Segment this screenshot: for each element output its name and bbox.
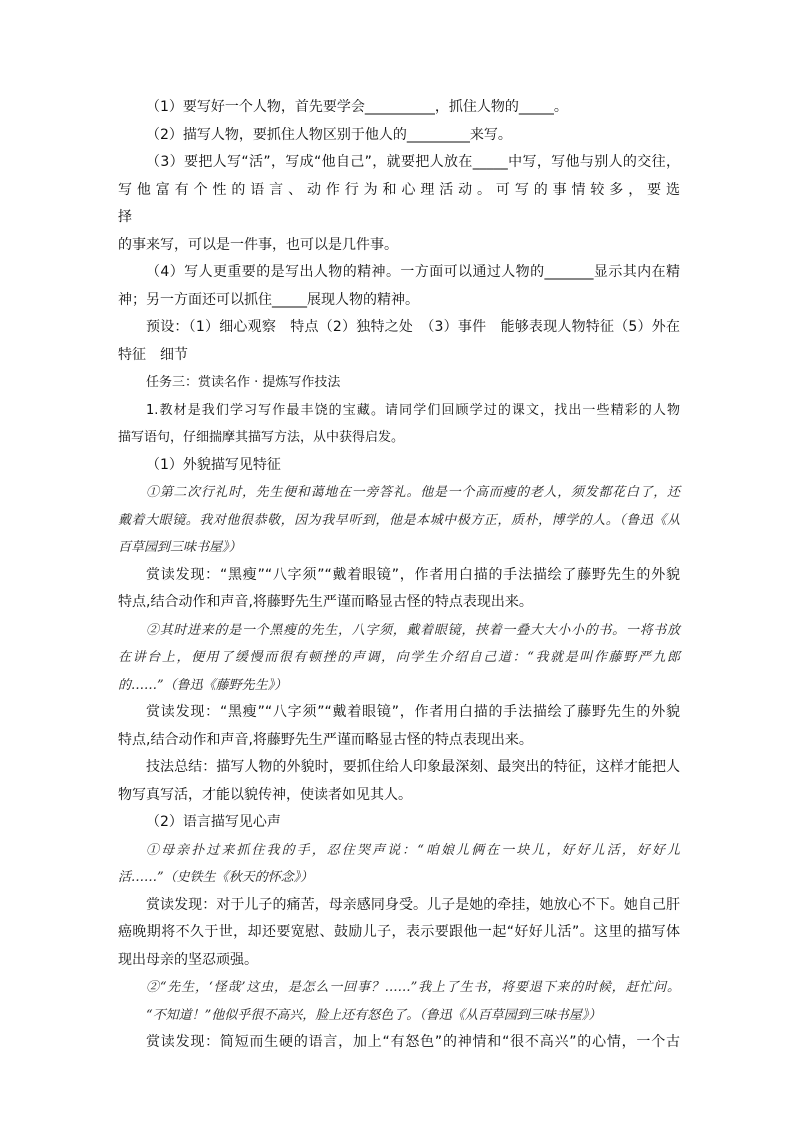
quote-4-line-2: “不知道！”他似乎很不高兴，脸上还有怒色了。（鲁迅《从百草园到三味书屋》）	[146, 1007, 602, 1023]
analysis-1-line-1: 赏读发现：“黑瘦”“八字须”“戴着眼镜”，作者用白描的手法描绘了藤野先生的外貌	[146, 566, 680, 583]
analysis-1-line-2: 特点,结合动作和声音,将藤野先生严谨而略显古怪的特点表现出来。	[118, 594, 533, 610]
analysis-2-line-1: 赏读发现：“黑瘦”“八字须”“戴着眼镜”，作者用白描的手法描绘了藤野先生的外貌	[146, 704, 680, 720]
quote-3-line-2: 活……”（史铁生《秋天的怀念》）	[118, 870, 314, 885]
technique-summary-line-2: 物写真写活，才能以貌传神，使读者如见其人。	[118, 786, 412, 803]
instruction-line-1: 1.教材是我们学习写作最丰饶的宝藏。请同学们回顾学过的课文，找出一些精彩的人物	[146, 402, 680, 418]
document-body	[118, 94, 680, 1057]
question-2: （2）描写人物，要抓住人物区别于他人的_________来写。	[146, 126, 512, 143]
quote-2-line-3: 的……”（鲁迅《藤野先生》）	[118, 677, 288, 693]
answer-preset-line-1: 预设：（1）细心观察 特点（2）独特之处 （3）事件 能够表现人物特征（5）外在	[146, 319, 680, 335]
question-3-line-1: （3）要把人写“活”，写成“他自己”，就要把人放在_____中写，写他与别人的交往，	[146, 154, 680, 170]
question-4-line-1: （4）写人更重要的是写出人物的精神。一方面可以通过人物的_______显示其内在精	[146, 264, 680, 280]
quote-2-line-2: 在讲台上，便用了缓慢而很有顿挫的声调，向学生介绍自己道：“我就是叫作藤野严九郎	[118, 650, 680, 665]
quote-1-line-3: 百草园到三味书屋》）	[118, 540, 242, 555]
instruction-line-2: 描写语句，仔细揣摩其描写方法，从中获得启发。	[118, 430, 405, 445]
subheading-appearance: （1）外貌描写见特征	[146, 456, 281, 473]
quote-4-line-1: ②“先生，‘怪哉’这虫，是怎么一回事？……”我上了生书，将要退下来的时候，赶忙问。	[146, 980, 680, 995]
analysis-3-line-3: 现出母亲的坚忍顽强。	[118, 951, 258, 968]
quote-3-line-1: ①母亲扑过来抓住我的手，忍住哭声说：“咱娘儿俩在一块儿，好好儿活，好好儿	[146, 842, 680, 858]
question-3-line-2: 写 他 富 有 个 性 的 语 言 、 动 作 行 为 和 心 理 活 动 。 可 写 的 事 情 较 多 ， 要 选 择	[118, 181, 680, 225]
quote-1-line-2: 戴着大眼镜。我对他很恭敬，因为我早听到，他是本城中极方正，质朴，博学的人。（鲁迅《从	[118, 512, 680, 528]
quote-2-line-1: ②其时进来的是一个黑瘦的先生，八字须，戴着眼镜，挟着一叠大大小小的书。一将书放	[146, 622, 680, 638]
quote-1-line-1: ①第二次行礼时，先生便和蔼地在一旁答礼。他是一个高而瘦的老人，须发都花白了，还	[146, 485, 680, 500]
question-3-line-3: 的事来写，可以是一件事，也可以是几件事。	[118, 236, 398, 253]
analysis-4-line-1: 赏读发现：简短而生硬的语言，加上“有怒色”的神情和“很不高兴”的心情，一个古	[146, 1034, 680, 1050]
question-4-line-2: 神；另一方面还可以抓住_____展现人物的精神。	[118, 291, 419, 308]
analysis-3-line-1: 赏读发现：对于儿子的痛苦，母亲感同身受。儿子是她的牵挂，她放心不下。她自己肝	[146, 896, 680, 913]
technique-summary-line-1: 技法总结：描写人物的外貌时，要抓住给人印象最深刻、最突出的特征，这样才能把人	[146, 759, 680, 775]
question-1: （1）要写好一个人物，首先要学会__________，抓住人物的_____。	[146, 99, 568, 115]
analysis-2-line-2: 特点,结合动作和声音,将藤野先生严谨而略显古怪的特点表现出来。	[118, 731, 533, 748]
answer-preset-line-2: 特征 细节	[118, 346, 188, 363]
subheading-language: （2）语言描写见心声	[146, 814, 281, 830]
analysis-3-line-2: 癌晚期将不久于世，却还要宽慰、鼓励儿子，表示要跟他一起“好好儿活”。这里的描写体	[118, 924, 680, 940]
task-3-heading: 任务三：赏读名作 · 提炼写作技法	[146, 375, 341, 390]
